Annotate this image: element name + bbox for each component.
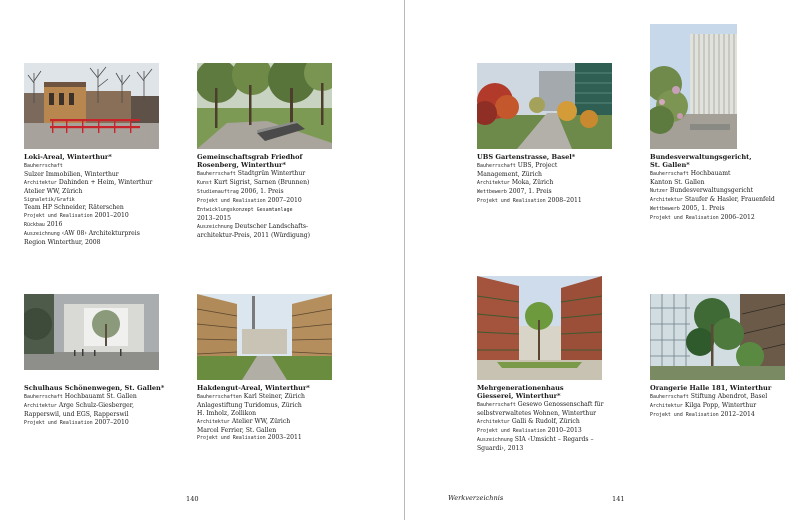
entry-line (24, 196, 166, 205)
page-number-right: 141 (612, 495, 625, 503)
entry-title: UBS Gartenstrasse, Basel* (477, 153, 576, 161)
entry-line-label: Wettbewerb (650, 206, 680, 212)
entry-line-label: Rückbau (24, 223, 45, 229)
entry-line-value: Atelier WW, Zürich (24, 187, 83, 195)
entry-line-label: Projekt und Realisation (197, 436, 266, 442)
entry-line-value: Moka, Zürich (511, 178, 554, 186)
entry-line (24, 188, 166, 196)
entry-giesserei (477, 384, 619, 453)
photo-hakdengut-areal (197, 294, 332, 380)
entry-line (197, 410, 339, 418)
entry-line (197, 215, 339, 223)
photo-giesserei (477, 276, 602, 380)
entry-line-label: Projekt und Realisation (477, 429, 546, 435)
entry-orangerie-halle-181 (650, 384, 792, 420)
entry-line-value: Sulzer Immobilien, Winterthur (24, 170, 119, 178)
entry-title: Mehrgenerationenhaus Giesserei, Winterthur* (477, 384, 564, 401)
entry-line (477, 162, 619, 171)
entry-line-value: Atelier WW, Zürich (231, 417, 291, 425)
entry-line-label: Architektur (24, 180, 57, 186)
entry-line-value: 2013–2015 (197, 214, 232, 222)
entry-line-value: Hochbauamt (690, 170, 731, 178)
entry-line-value: Marcel Ferrier, St. Gallen (197, 426, 277, 434)
entry-title: Gemeinschaftsgrab Friedhof Rosenberg, Winterthur* (197, 153, 303, 170)
entry-line (650, 196, 792, 205)
entry-line-value: Hochbauamt St. Gallen (64, 392, 137, 400)
entry-line (24, 419, 166, 428)
entry-line-label: Bauherrschaft (24, 163, 63, 169)
entry-line-label: Architektur (24, 403, 57, 409)
entry-line-label: Architektur (197, 419, 230, 425)
entry-line (650, 411, 792, 420)
entry-line-label: Auszeichnung (197, 224, 233, 230)
entry-line-label: Projekt und Realisation (477, 198, 546, 204)
entry-line-value: selbstverwaltetes Wohnen, Winterthur (477, 410, 597, 418)
entry-line-value: 2006–2012 (720, 213, 755, 221)
entry-line-label: Projekt und Realisation (24, 214, 93, 220)
photo-orangerie-halle-181 (650, 294, 785, 380)
entry-line-label: Auszeichnung (24, 232, 60, 238)
entry-schulhaus-schoenenwegen (24, 384, 166, 428)
entry-line-label: Architektur (650, 403, 683, 409)
entry-line-label: Architektur (650, 198, 683, 204)
entry-line-value: Anlagestiftung Turidomus, Zürich (197, 401, 302, 409)
entry-line-label: Architektur (477, 180, 510, 186)
entry-title: Loki-Areal, Winterthur* (24, 153, 112, 161)
entry-line (197, 197, 339, 206)
entry-line-value: Deutscher Landschafts- (234, 222, 309, 230)
entry-line (24, 171, 166, 179)
entry-line (24, 239, 166, 247)
entry-line-value: SIA ‹Umsicht – Regards – (514, 435, 594, 443)
entry-line-value: 2007–2010 (267, 197, 302, 205)
page-gutter (404, 0, 405, 520)
entry-line (24, 393, 166, 402)
entry-line-value: Rapperswil, und EGS, Rapperswil (24, 410, 129, 418)
entry-line-value: 2007–2010 (94, 418, 129, 426)
entry-line (24, 162, 166, 171)
entry-line (197, 188, 339, 197)
photo-schulhaus-schoenenwegen (24, 294, 159, 370)
photo-gemeinschaftsgrab (197, 63, 332, 149)
entry-line-label: Bauherrschaften (197, 394, 242, 400)
photo-loki-areal (24, 63, 159, 149)
entry-line (477, 410, 619, 418)
entry-line (24, 212, 166, 221)
entry-line-value: H. Imholz, Zollikon (197, 409, 257, 417)
entry-line-value: 2010–2013 (547, 427, 582, 435)
photo-ubs-gartenstrasse (477, 63, 612, 149)
entry-line-value: architektur-Preis, 2011 (Würdigung) (197, 231, 311, 239)
entry-line (477, 197, 619, 206)
entry-line (197, 232, 339, 240)
entry-title: Hakdengut-Areal, Winterthur* (197, 384, 310, 392)
entry-line (650, 214, 792, 223)
entry-line (197, 418, 339, 427)
entry-line-value: Kurt Sigrist, Sarnen (Brunnen) (213, 179, 310, 187)
entry-line (477, 188, 619, 197)
entry-title: Bundesverwaltungsgericht, St. Gallen* (650, 153, 752, 170)
entry-line-value: 2003–2011 (267, 434, 302, 442)
entry-line (197, 223, 339, 232)
entry-line-value: Team HP Schneider, Räterschen (24, 204, 124, 212)
entry-line-value: Management, Zürich (477, 170, 542, 178)
entry-line-label: Projekt und Realisation (650, 215, 719, 221)
entry-line-value: 2007, 1. Preis (508, 187, 552, 195)
entry-line-value: ‹AW 08› Architekturpreis (61, 230, 140, 238)
page-number-left: 140 (186, 495, 199, 503)
entry-line-label: Studienauftrag (197, 190, 239, 196)
entry-line (197, 206, 339, 215)
entry-line-label: Kunst (197, 181, 212, 187)
entry-line (197, 179, 339, 188)
entry-line-label: Bauherrschaft (650, 172, 689, 178)
entry-line (24, 204, 166, 212)
entry-line (24, 179, 166, 188)
entry-title: Schulhaus Schönenwegen, St. Gallen* (24, 384, 165, 392)
entry-line-value: Bundesverwaltungsgericht (669, 187, 754, 195)
entry-line-label: Auszeichnung (477, 437, 513, 443)
entry-line-value: Stiftung Abendrot, Basel (690, 392, 768, 400)
entry-line (477, 401, 619, 410)
entry-line (477, 179, 619, 188)
entry-title: Orangerie Halle 181, Winterthur (650, 384, 772, 392)
entry-gemeinschaftsgrab (197, 153, 339, 240)
entry-line (24, 221, 166, 230)
entry-line-value: 2001–2010 (94, 212, 129, 220)
entry-line-label: Wettbewerb (477, 189, 507, 195)
entry-line (650, 179, 792, 187)
entry-line (650, 170, 792, 179)
entry-line-value: 2005, 1. Preis (681, 204, 725, 212)
entry-line-value: Dahinden + Heim, Winterthur (58, 178, 153, 186)
entry-line-label: Architektur (477, 420, 510, 426)
entry-line-label: Signaletik/Grafik (24, 197, 75, 203)
entry-line (24, 411, 166, 419)
entry-line-value: 2008–2011 (547, 196, 582, 204)
entry-line-value: 2006, 1. Preis (240, 188, 284, 196)
entry-line-value: Kilga Popp, Winterthur (684, 401, 757, 409)
entry-line-label: Nutzer (650, 189, 668, 195)
entry-line-label: Bauherrschaft (24, 394, 63, 400)
entry-line-label: Entwicklungskonzept Gesamtanlage (197, 207, 293, 213)
entry-line-label: Bauherrschaft (197, 172, 236, 178)
entry-line (650, 402, 792, 411)
photo-bundesverwaltungsgericht (650, 24, 737, 149)
entry-line-label: Bauherrschaft (650, 394, 689, 400)
entry-line-label: Bauherrschaft (477, 163, 516, 169)
entry-loki-areal (24, 153, 166, 247)
entry-line (197, 434, 339, 443)
entry-line-value: Karl Steiner, Zürich (243, 392, 305, 400)
entry-line-label: Projekt und Realisation (650, 412, 719, 418)
entry-line-value: Staufer & Hasler, Frauenfeld (684, 196, 775, 204)
entry-line-value: Gesewo Genossenschaft für (517, 401, 604, 409)
entry-line (197, 402, 339, 410)
entry-line (477, 427, 619, 436)
entry-line-label: Bauherrschaft (477, 403, 516, 409)
entry-line (477, 171, 619, 179)
entry-line-value: Region Winterthur, 2008 (24, 239, 101, 247)
entry-line-value: Stadtgrün Winterthur (237, 170, 306, 178)
entry-bundesverwaltungsgericht (650, 153, 792, 223)
entry-line (650, 205, 792, 214)
entry-line-value: Kanton St. Gallen (650, 179, 705, 187)
entry-line-value: 2016 (46, 221, 63, 229)
entry-line (477, 445, 619, 453)
entry-line-value: Arge Schulz-Giesberger, (58, 401, 134, 409)
entry-line (197, 393, 339, 402)
entry-line (24, 230, 166, 239)
entry-line (650, 393, 792, 402)
entry-line-value: UBS, Project (517, 161, 558, 169)
entry-hakdengut-areal (197, 384, 339, 443)
entry-line (197, 427, 339, 435)
entry-line-value: 2012–2014 (720, 410, 755, 418)
entry-line-label: Projekt und Realisation (197, 199, 266, 205)
entry-line (650, 187, 792, 196)
entry-line-value: Galli & Rudolf, Zürich (511, 418, 580, 426)
entry-line (197, 170, 339, 179)
entry-line-label: Projekt und Realisation (24, 420, 93, 426)
entry-ubs-gartenstrasse (477, 153, 619, 205)
entry-line (477, 418, 619, 427)
entry-line-value: Sguardi›, 2013 (477, 444, 524, 452)
running-head: Werkverzeichnis (448, 494, 504, 502)
entry-line (477, 436, 619, 445)
entry-line (24, 402, 166, 411)
